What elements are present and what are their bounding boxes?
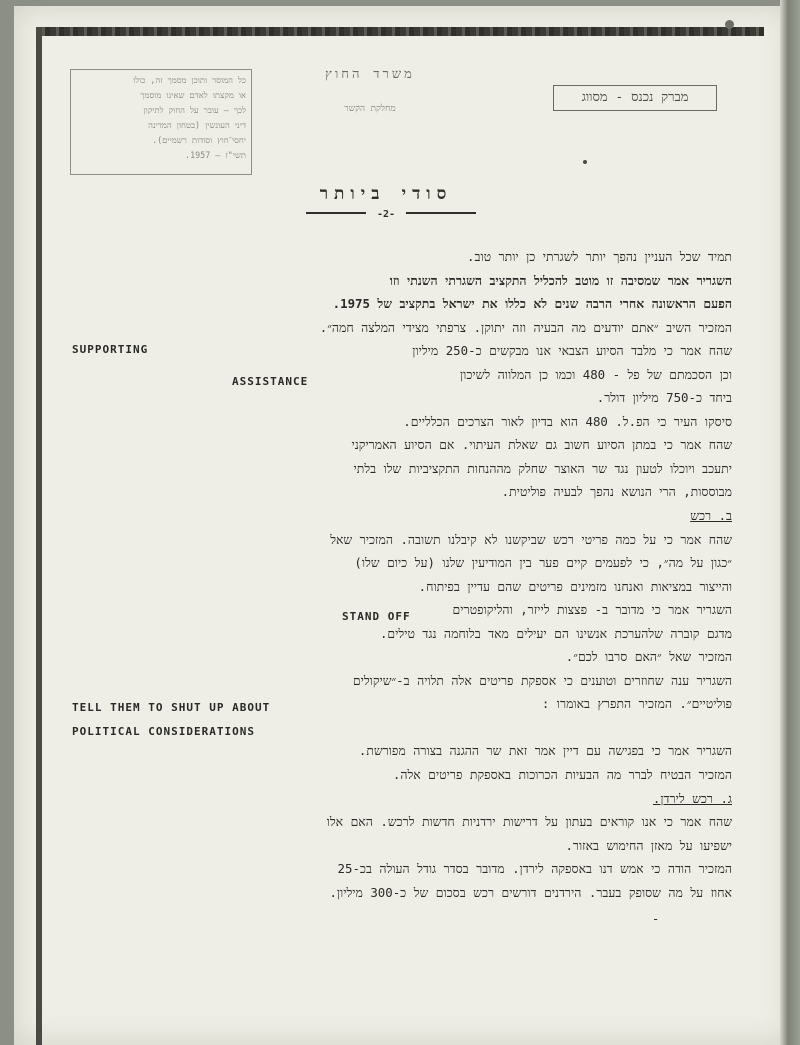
text-line: ישפיעו על מאזן החימוש באזור. xyxy=(565,837,732,853)
text-line: פוליטיים״. המזכיר התפרץ באומרו : xyxy=(541,696,732,712)
stamp-line: יחסי־חוץ וסודות רשמיים). xyxy=(152,135,246,145)
page-number: -2- xyxy=(366,209,406,220)
text-line: סיסקו העיר כי הפ.ל. 480 הוא בדיון לאור הצרכים הכלליים. xyxy=(403,413,732,429)
tell-them-label: TELL THEM TO SHUT UP ABOUT xyxy=(72,701,271,714)
text-line: שהח אמר כי אנו קוראים בעתון על דרישות ירדניות חדשות לרכש. האם אלו xyxy=(326,814,732,830)
text-line: השגריר ענה שחוזרים וטוענים כי אספקת פריטים אלה תלויה ב-״שיקולים xyxy=(352,672,732,688)
text-line: המזכיר שאל ״האם סרבו לכם״. xyxy=(565,649,732,665)
ink-mark xyxy=(583,160,587,164)
text-line: אחוז על מה שסופק בעבר. הירדנים דורשים רכש בסכום של כ-300 מיליון. xyxy=(329,884,732,900)
top-border xyxy=(36,27,764,36)
text-line: השגריר אמר שמסיבה זו מוטב להכליל התקציב השגרתי השנתי וזו xyxy=(389,272,732,288)
text-line: שהח אמר כי במתן הסיוע חשוב גם שאלת העיתוי. אם הסיוע האמריקני xyxy=(351,437,732,453)
stamp-line: או מקצתו לאדם שאינו מוסמך xyxy=(140,90,246,100)
assistance-label: ASSISTANCE xyxy=(232,375,309,388)
stamp-line: כל המוסר ותוכן מסמך זה, כולו xyxy=(133,75,246,85)
standoff-label: STAND OFF xyxy=(342,610,411,623)
end-mark: - xyxy=(652,912,660,926)
text-line: המזכיר הודה כי אמש דנו באספקה לירדן. מדובר בסדר גודל העולה בכ-25 xyxy=(337,861,732,877)
text-line: מבוססות, הרי הנושא נהפך לבעיה פוליטית. xyxy=(501,484,732,500)
text-line: השגריר אמר כי מדובר ב- פצצות לייזר, והליקופטרים xyxy=(452,602,732,618)
text-line: תמיד שכל העניין נהפך יותר לשגרתי כן יותר טוב. xyxy=(467,249,732,264)
text-line: יתעכב ויוכלו לטעון נגד שר האוצר שחלק מההנחות התקציביות שלו בלתי xyxy=(353,460,732,476)
political-label: POLITICAL CONSIDERATIONS xyxy=(72,725,255,738)
text-line: שהח אמר כי על כמה פריטי רכש שביקשנו לא קיבלנו תשובה. המזכיר שאל xyxy=(330,531,732,547)
text-line: והייצור במציאות ואנחנו מזמינים פריטים שהם עדיין בפיתוח. xyxy=(418,578,732,594)
cable-body xyxy=(60,245,732,904)
page-edge xyxy=(780,0,800,1045)
text-line: המזכיר הבטיח לברר מה הבעיות הכרוכות באספקת פריטים אלה. xyxy=(392,767,732,783)
punch-hole xyxy=(725,20,734,29)
text-line: השגריר אמר כי בפגישה עם דיין אמר זאת שר ההגנה בצורה מפורשת. xyxy=(358,743,732,759)
stamp-line: תשי"ז — 1957. xyxy=(185,150,246,160)
section-heading-c: ג. רכש לירדן. xyxy=(652,790,732,806)
text-line: מדגם קוברה שלהערכת אנשינו הם יעילים מאד בלוחמה נגד טילים. xyxy=(379,625,732,641)
text-line: הפעם הראשונה אחרי הרבה שנים לא כללו את ישראל בתקציב של 1975. xyxy=(332,296,732,312)
section-heading-b: ב. רכש xyxy=(690,508,732,524)
stamp-line: לכך — עובר על החוק לתיקון xyxy=(143,105,246,115)
text-line: ביחד כ-750 מיליון דולר. xyxy=(596,390,732,406)
text-line: וכן הסכמתם של פל - 480 וכמו כן המלווה לשיכון xyxy=(460,366,732,382)
supporting-label: SUPPORTING xyxy=(72,343,149,356)
left-border xyxy=(36,27,42,1045)
secrecy-law-stamp xyxy=(70,69,252,175)
text-line: המזכיר השיב ״אתם יודעים מה הבעיה וזה יתוקן. צרפתי מצידי המלצה חמה״. xyxy=(319,319,732,335)
classification-heading: סודי ביותר xyxy=(319,184,453,204)
text-line: שהח אמר כי מלבד הסיוע הצבאי אנו מבקשים כ-250 מיליון xyxy=(412,343,732,359)
ministry-subtitle: מחלקת הקשר xyxy=(344,104,396,114)
cable-type-stamp: מברק נכנס - מסווג xyxy=(553,85,717,111)
ministry-title: משרד החוץ xyxy=(325,67,415,82)
stamp-line: דיני העונשין (בטחון המדינה xyxy=(148,120,246,130)
text-line: ״כגון על מה״, כי לפעמים קיים פער בין המודיעין שלנו (על כיום שלו) xyxy=(354,555,732,571)
